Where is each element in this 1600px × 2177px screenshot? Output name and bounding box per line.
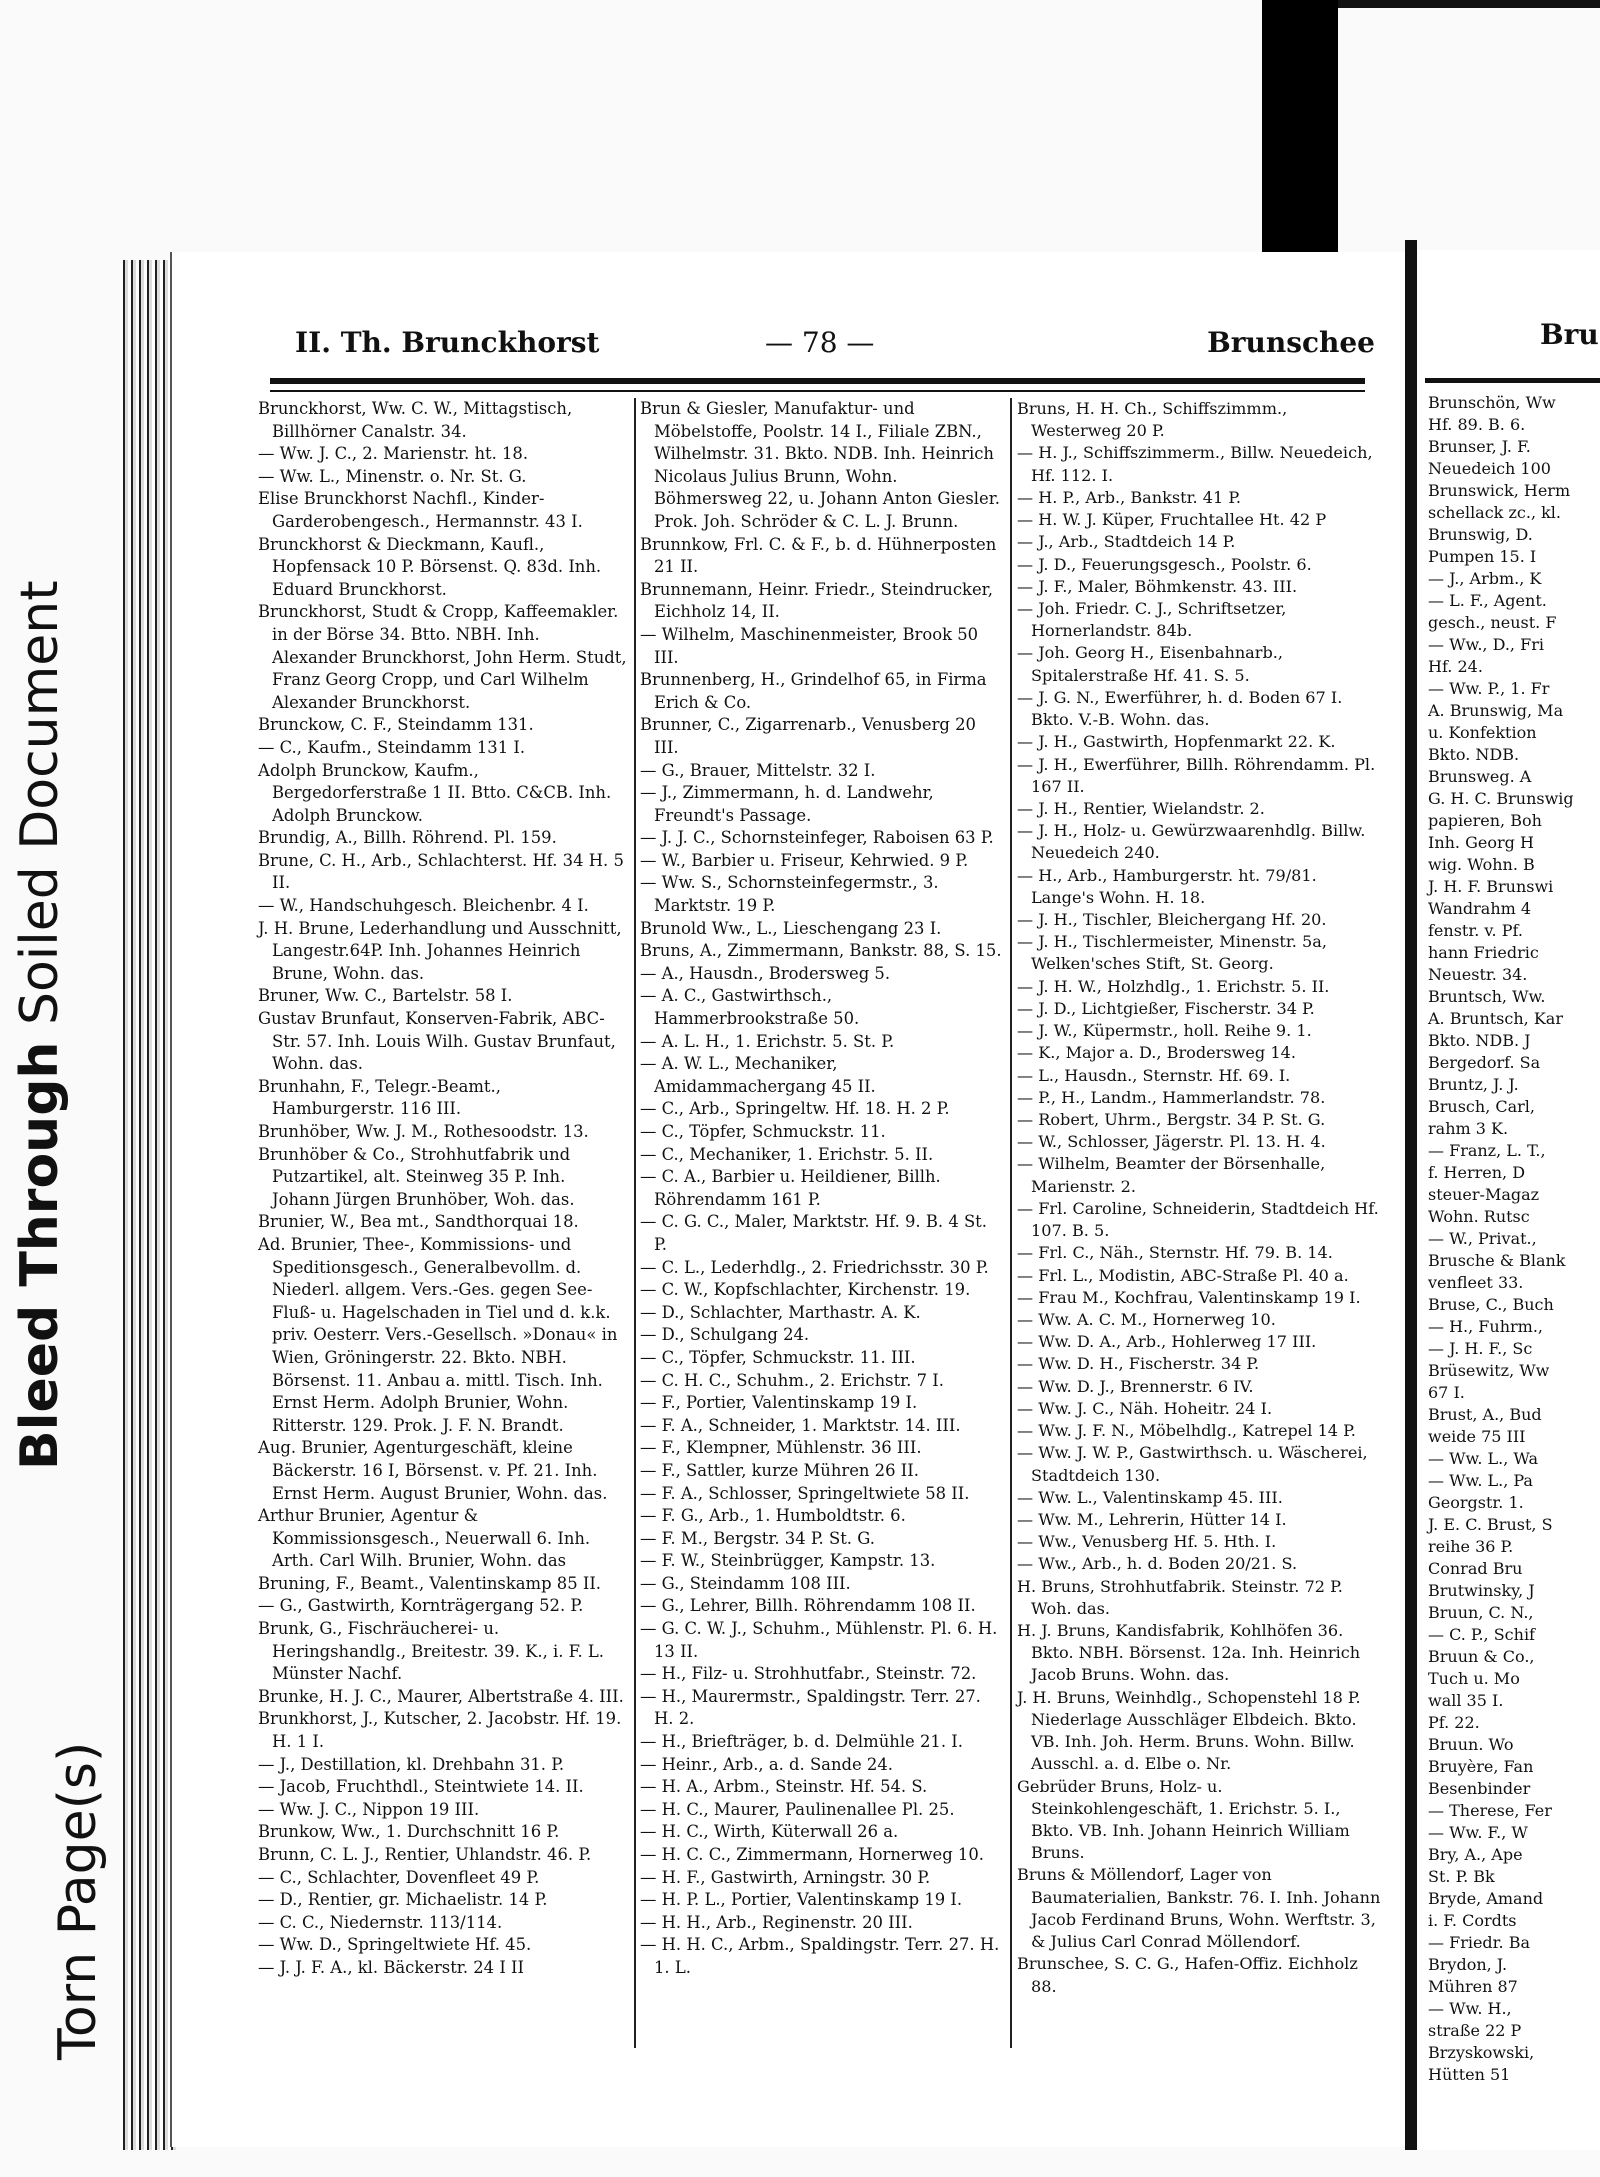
- directory-entry: — H. P. L., Portier, Valentinskamp 19 I.: [640, 1890, 963, 1910]
- facing-entry-fragment: Bry, A., Ape: [1428, 1845, 1523, 1864]
- directory-entry: — H. H., Arb., Reginenstr. 20 III.: [640, 1912, 913, 1932]
- facing-entry-fragment: Bruntsch, Ww.: [1428, 987, 1546, 1006]
- directory-entry: Bruns, H. H. Ch., Schiffszimmm., Westerweg 20 P.: [1017, 399, 1288, 441]
- directory-entry: Gebrüder Bruns, Holz- u. Steinkohlengeschäft, 1. Erichstr. 5. I., Bkto. VB. Inh. Johann Heinrich William Bruns.: [1017, 1776, 1350, 1863]
- directory-entry: Bruning, F., Beamt., Valentinskamp 85 II.: [258, 1573, 602, 1593]
- book-gutter: [1405, 240, 1417, 2150]
- facing-entry-fragment: Bruun. Wo: [1428, 1735, 1514, 1754]
- directory-entry: — G., Steindamm 108 III.: [640, 1573, 851, 1593]
- directory-entry: Brunn, C. L. J., Rentier, Uhlandstr. 46. P.: [258, 1845, 592, 1864]
- facing-entry-fragment: Pf. 22.: [1428, 1713, 1480, 1732]
- facing-page-column: [1428, 392, 1600, 2086]
- facing-entry-fragment: Brusch, Carl,: [1428, 1097, 1535, 1116]
- directory-entry: — W., Barbier u. Friseur, Kehrwied. 9 P.: [640, 850, 969, 870]
- directory-entry: — D., Rentier, gr. Michaelistr. 14 P.: [258, 1890, 548, 1910]
- directory-entry: — Ww. J. C., Näh. Hoheitr. 24 I.: [1017, 1398, 1273, 1418]
- bleed-through-warning: [10, 580, 70, 1470]
- facing-entry-fragment: — W., Privat.,: [1428, 1229, 1537, 1248]
- facing-entry-fragment: — Friedr. Ba: [1428, 1933, 1531, 1952]
- header-right: Brunschee: [1207, 326, 1375, 359]
- facing-entry-fragment: fenstr. v. Pf.: [1428, 921, 1523, 940]
- facing-entry-fragment: steuer-Magaz: [1428, 1185, 1540, 1204]
- directory-entry: — H. J., Schiffszimmerm., Billw. Neuedeich, Hf. 112. I.: [1017, 443, 1373, 485]
- warning-bleed-label: Bleed Through: [10, 1041, 70, 1470]
- directory-entry: — W., Schlosser, Jägerstr. Pl. 13. H. 4.: [1017, 1132, 1326, 1152]
- directory-entry: — H. C., Maurer, Paulinenallee Pl. 25.: [640, 1799, 955, 1819]
- facing-entry-fragment: Brutwinsky, J: [1428, 1581, 1535, 1600]
- facing-entry-fragment: A. Brunswig, Ma: [1428, 701, 1564, 720]
- facing-entry-fragment: Brusche & Blank: [1428, 1251, 1566, 1270]
- facing-entry-fragment: — Therese, Fer: [1428, 1801, 1552, 1820]
- directory-entry: — H. H. C., Arbm., Spaldingstr. Terr. 27. H. 1. L.: [640, 1935, 1000, 1977]
- directory-entry: Brunkow, Ww., 1. Durchschnitt 16 P.: [258, 1822, 560, 1842]
- directory-entry: — Ww. A. C. M., Hornerweg 10.: [1017, 1309, 1276, 1329]
- directory-entry: — Ww. S., Schornsteinfegermstr., 3. Marktstr. 19 P.: [640, 873, 939, 916]
- directory-entry: — Ww. L., Minenstr. o. Nr. St. G.: [258, 466, 527, 486]
- directory-entry: — J. D., Lichtgießer, Fischerstr. 34 P.: [1017, 998, 1315, 1018]
- directory-entry: — Frau M., Kochfrau, Valentinskamp 19 I.: [1017, 1287, 1361, 1307]
- scan-dark-bar: [1262, 0, 1338, 270]
- directory-entry: — Wilhelm, Maschinenmeister, Brook 50 III.: [640, 624, 979, 667]
- directory-entry: — C., Mechaniker, 1. Erichstr. 5. II.: [640, 1144, 934, 1164]
- facing-entry-fragment: — H., Fuhrm.,: [1428, 1317, 1543, 1336]
- facing-entry-fragment: Bruse, C., Buch: [1428, 1295, 1554, 1314]
- facing-entry-fragment: Tuch u. Mo: [1428, 1669, 1520, 1688]
- directory-entry: — Robert, Uhrm., Bergstr. 34 P. St. G.: [1017, 1110, 1326, 1129]
- directory-entry: Brundig, A., Billh. Röhrend. Pl. 159.: [258, 828, 557, 848]
- directory-entry: — Ww. J. W. P., Gastwirthsch. u. Wäscherei, Stadtdeich 130.: [1017, 1443, 1368, 1485]
- directory-entry: Adolph Brunckow, Kaufm., Bergedorferstraße 1 II. Btto. C&CB. Inh. Adolph Brunckow.: [258, 760, 612, 825]
- directory-entry: Brunhahn, F., Telegr.-Beamt., Hamburgerstr. 116 III.: [258, 1076, 501, 1119]
- facing-entry-fragment: Bruyère, Fan: [1428, 1757, 1534, 1776]
- facing-entry-fragment: wall 35 I.: [1428, 1691, 1504, 1710]
- directory-entry: — H. P., Arb., Bankstr. 41 P.: [1017, 487, 1242, 507]
- directory-entry: Brunhöber, Ww. J. M., Rothesoodstr. 13.: [258, 1122, 589, 1141]
- directory-entry: — H., Filz- u. Strohhutfabr., Steinstr. 72.: [640, 1664, 977, 1684]
- facing-entry-fragment: u. Konfektion: [1428, 723, 1537, 742]
- directory-entry: — G., Brauer, Mittelstr. 32 I.: [640, 760, 876, 780]
- directory-entry: Brunckhorst & Dieckmann, Kaufl., Hopfensack 10 P. Börsenst. Q. 83d. Inh. Eduard Brunckhorst.: [258, 534, 602, 599]
- directory-entry: — J. H., Rentier, Wielandstr. 2.: [1017, 798, 1265, 818]
- directory-entry: — W., Handschuhgesch. Bleichenbr. 4 I.: [258, 896, 589, 916]
- facing-entry-fragment: A. Bruntsch, Kar: [1428, 1009, 1563, 1028]
- facing-entry-fragment: Neuestr. 34.: [1428, 965, 1528, 984]
- facing-entry-fragment: Pumpen 15. I: [1428, 547, 1537, 566]
- directory-entry: — Ww. D. A., Arb., Hohlerweg 17 III.: [1017, 1332, 1317, 1352]
- facing-entry-fragment: — Ww. L., Wa: [1428, 1449, 1538, 1468]
- directory-entry: — J. H., Ewerführer, Billh. Röhrendamm. Pl. 167 II.: [1017, 754, 1376, 796]
- directory-entry: — J., Zimmermann, h. d. Landwehr, Freundt's Passage.: [640, 783, 934, 825]
- header-left: II. Th. Brunckhorst: [295, 326, 600, 359]
- directory-entry: Brune, C. H., Arb., Schlachterst. Hf. 34 H. 5 II.: [258, 850, 624, 893]
- facing-entry-fragment: Bergedorf. Sa: [1428, 1053, 1541, 1072]
- directory-entry: — Ww., Arb., h. d. Boden 20/21. S.: [1017, 1554, 1298, 1574]
- directory-entry: — P., H., Landm., Hammerlandstr. 78.: [1017, 1087, 1326, 1107]
- directory-entry: Bruner, Ww. C., Bartelstr. 58 I.: [258, 986, 513, 1006]
- directory-entry: — F., Portier, Valentinskamp 19 I.: [640, 1393, 918, 1413]
- facing-entry-fragment: Bruntz, J. J.: [1428, 1075, 1519, 1094]
- directory-entry: — J. J. C., Schornsteinfeger, Raboisen 63 P.: [640, 828, 994, 848]
- directory-entry: — G. C. W. J., Schuhm., Mühlenstr. Pl. 6. H. 13 II.: [640, 1619, 998, 1661]
- facing-entry-fragment: Hf. 24.: [1428, 657, 1483, 676]
- directory-entry: — A. C., Gastwirthsch., Hammerbrookstraße 50.: [640, 986, 860, 1029]
- directory-entry: J. H. Brune, Lederhandlung und Ausschnitt, Langestr.64P. Inh. Johannes Heinrich Brune, Wohn. das.: [258, 918, 622, 983]
- directory-entry: — F. A., Schneider, 1. Marktstr. 14. III.: [640, 1415, 961, 1435]
- directory-entry: — J. F., Maler, Böhmkenstr. 43. III.: [1017, 576, 1298, 596]
- directory-entry: Brunk, G., Fischräucherei- u. Heringshandlg., Breitestr. 39. K., i. F. L. Münster Nachf.: [258, 1619, 604, 1684]
- facing-entry-fragment: Brüsewitz, Ww: [1428, 1361, 1550, 1380]
- facing-page-header: Bru: [1540, 318, 1599, 351]
- directory-entry: — J., Destillation, kl. Drehbahn 31. P.: [258, 1754, 565, 1774]
- facing-entry-fragment: Neuedeich 100: [1428, 459, 1551, 478]
- facing-entry-fragment: Hütten 51: [1428, 2065, 1511, 2084]
- facing-entry-fragment: St. P. Bk: [1428, 1867, 1495, 1886]
- directory-entry: — A. W. L., Mechaniker, Amidammachergang 45 II.: [640, 1054, 876, 1096]
- facing-entry-fragment: G. H. C. Brunswig: [1428, 789, 1574, 808]
- facing-entry-fragment: Hf. 89. B. 6.: [1428, 415, 1526, 434]
- directory-entry: — H., Briefträger, b. d. Delmühle 21. I.: [640, 1732, 963, 1752]
- directory-entry: Brunke, H. J. C., Maurer, Albertstraße 4. III.: [258, 1686, 624, 1706]
- facing-entry-fragment: 67 I.: [1428, 1383, 1465, 1402]
- directory-entry: — L., Hausdn., Sternstr. Hf. 69. I.: [1017, 1065, 1291, 1085]
- facing-entry-fragment: hann Friedric: [1428, 943, 1539, 962]
- directory-entry: — J. G. N., Ewerführer, h. d. Boden 67 I. Bkto. V.-B. Wohn. das.: [1017, 687, 1343, 730]
- facing-entry-fragment: — J., Arbm., K: [1428, 569, 1542, 588]
- directory-entry: H. J. Bruns, Kandisfabrik, Kohlhöfen 36. Bkto. NBH. Börsenst. 12a. Inh. Heinrich Jacob Bruns. Wohn. das.: [1017, 1621, 1361, 1685]
- facing-entry-fragment: Bryde, Amand: [1428, 1889, 1544, 1908]
- directory-entry: Brunnkow, Frl. C. & F., b. d. Hühnerposten 21 II.: [640, 534, 997, 577]
- book-page-edges: [120, 260, 176, 2150]
- facing-entry-fragment: — Ww. H.,: [1428, 1999, 1512, 2018]
- facing-entry-fragment: schellack zc., kl.: [1428, 503, 1562, 522]
- directory-entry: — H. A., Arbm., Steinstr. Hf. 54. S.: [640, 1777, 928, 1797]
- directory-entry: J. H. Bruns, Weinhdlg., Schopenstehl 18 P. Niederlage Ausschläger Elbdeich. Bkto. VB. Inh. Joh. Herm. Bruns. Wohn. Billw. Ausschl. a. d. Elbe o. Nr.: [1017, 1687, 1361, 1774]
- directory-entry: — Ww., Venusberg Hf. 5. Hth. I.: [1017, 1532, 1277, 1552]
- directory-entry: — F., Sattler, kurze Mühren 26 II.: [640, 1460, 919, 1480]
- facing-entry-fragment: rahm 3 K.: [1428, 1119, 1509, 1138]
- facing-entry-fragment: venfleet 33.: [1428, 1273, 1524, 1292]
- directory-entry: Brunold Ww., L., Lieschengang 23 I.: [640, 918, 942, 938]
- directory-entry: — C., Arb., Springeltw. Hf. 18. H. 2 P.: [640, 1099, 950, 1119]
- directory-entry: — J. W., Küpermstr., holl. Reihe 9. 1.: [1017, 1021, 1312, 1041]
- directory-entry: — J. D., Feuerungsgesch., Poolstr. 6.: [1017, 554, 1312, 574]
- facing-entry-fragment: Wohn. Rutsc: [1428, 1207, 1530, 1226]
- facing-entry-fragment: J. H. F. Brunswi: [1428, 877, 1554, 896]
- directory-entry: — H., Maurermstr., Spaldingstr. Terr. 27. H. 2.: [640, 1686, 981, 1729]
- directory-entry: — J. H., Tischler, Bleichergang Hf. 20.: [1017, 910, 1327, 930]
- scan-dark-edge: [1338, 0, 1600, 8]
- directory-entry: Brunnenberg, H., Grindelhof 65, in Firma Erich & Co.: [640, 670, 987, 712]
- facing-entry-fragment: Bruun & Co.,: [1428, 1647, 1535, 1666]
- facing-entry-fragment: — J. H. F., Sc: [1428, 1339, 1533, 1358]
- directory-entry: Brunckhorst, Ww. C. W., Mittagstisch, Billhörner Canalstr. 34.: [258, 399, 573, 441]
- directory-entry: Aug. Brunier, Agenturgeschäft, kleine Bäckerstr. 16 I, Börsenst. v. Pf. 21. Inh. Ernst Herm. August Brunier, Wohn. das.: [258, 1438, 608, 1503]
- directory-entry: — H. W. J. Küper, Fruchtallee Ht. 42 P: [1017, 510, 1327, 530]
- facing-entry-fragment: reihe 36 P.: [1428, 1537, 1514, 1556]
- column-3: [1017, 398, 1382, 1998]
- directory-entry: — Frl. C., Näh., Sternstr. Hf. 79. B. 14.: [1017, 1243, 1333, 1263]
- facing-entry-fragment: Brunsweg. A: [1428, 767, 1532, 786]
- directory-entry: — J. J. F. A., kl. Bäckerstr. 24 I II: [258, 1957, 524, 1977]
- directory-entry: — Ww. M., Lehrerin, Hütter 14 I.: [1017, 1509, 1287, 1529]
- directory-entry: — D., Schlachter, Marthastr. A. K.: [640, 1302, 921, 1322]
- facing-entry-fragment: — Franz, L. T.,: [1428, 1141, 1546, 1160]
- directory-entry: — C. A., Barbier u. Heildiener, Billh. Röhrendamm 161 P.: [640, 1167, 941, 1209]
- directory-entry: — Joh. Georg H., Eisenbahnarb., Spitalerstraße Hf. 41. S. 5.: [1017, 643, 1284, 685]
- column-divider: [1010, 398, 1012, 2048]
- directory-entry: H. Bruns, Strohhutfabrik. Steinstr. 72 P. Woh. das.: [1017, 1576, 1343, 1618]
- directory-entry: — Ww. J. C., Nippon 19 III.: [258, 1799, 480, 1819]
- facing-entry-fragment: Brydon, J.: [1428, 1955, 1508, 1974]
- directory-entry: — Ww. J. C., 2. Marienstr. ht. 18.: [258, 444, 529, 464]
- directory-entry: — Wilhelm, Beamter der Börsenhalle, Marienstr. 2.: [1017, 1154, 1326, 1196]
- column-1: [258, 398, 628, 1980]
- directory-entry: — F. A., Schlosser, Springeltwiete 58 II.: [640, 1483, 970, 1503]
- facing-entry-fragment: Brunswick, Herm: [1428, 481, 1571, 500]
- directory-entry: — Ww. D., Springeltwiete Hf. 45.: [258, 1935, 532, 1955]
- facing-entry-fragment: Mühren 87: [1428, 1977, 1518, 1996]
- directory-entry: Ad. Brunier, Thee-, Kommissions- und Speditionsgesch., Generalbevollm. d. Niederl. allgem. Vers.-Ges. gegen See-Fluß- u. Hagelschaden in Tiel und d. k.k. priv. Oesterr. Vers.-Gesellsch. »Donau« in Wien, Gröningerstr. 22. Bkto. NBH. Börsenst. 11. Anbau a. mittl. Tisch. Inh. Ernst Herm. Adolph Brunier, Wohn. Ritterstr. 129. Prok. J. F. N. Brandt.: [258, 1234, 618, 1435]
- facing-entry-fragment: Inh. Georg H: [1428, 833, 1534, 852]
- directory-entry: — Frl. Caroline, Schneiderin, Stadtdeich Hf. 107. B. 5.: [1017, 1198, 1379, 1241]
- directory-entry: Brunner, C., Zigarrenarb., Venusberg 20 III.: [640, 715, 976, 757]
- facing-entry-fragment: — Ww. P., 1. Fr: [1428, 679, 1550, 698]
- directory-entry: — Joh. Friedr. C. J., Schriftsetzer, Hornerlandstr. 84b.: [1017, 598, 1287, 641]
- directory-entry: — F., Klempner, Mühlenstr. 36 III.: [640, 1438, 922, 1458]
- directory-entry: Brunckow, C. F., Steindamm 131.: [258, 715, 534, 735]
- facing-entry-fragment: Brzyskowski,: [1428, 2043, 1535, 2062]
- directory-entry: — K., Major a. D., Brodersweg 14.: [1017, 1043, 1296, 1063]
- directory-entry: — C. L., Lederhdlg., 2. Friedrichsstr. 30 P.: [640, 1257, 989, 1277]
- warning-soiled-label: Soiled Document: [10, 580, 70, 1042]
- directory-entry: — A., Hausdn., Brodersweg 5.: [640, 963, 891, 983]
- directory-entry: — C., Töpfer, Schmuckstr. 11.: [640, 1122, 886, 1141]
- directory-entry: — Ww. D. J., Brennerstr. 6 IV.: [1017, 1376, 1254, 1396]
- directory-entry: Elise Brunckhorst Nachfl., Kinder-Garderobengesch., Hermannstr. 43 I.: [258, 489, 583, 531]
- column-2: [640, 398, 1002, 1980]
- directory-entry: — F. W., Steinbrügger, Kampstr. 13.: [640, 1551, 936, 1571]
- facing-entry-fragment: — Ww., D., Fri: [1428, 635, 1544, 654]
- facing-entry-fragment: — L. F., Agent.: [1428, 591, 1547, 610]
- directory-entry: — H. C., Wirth, Küterwall 26 a.: [640, 1822, 899, 1842]
- facing-entry-fragment: Bkto. NDB. J: [1428, 1031, 1531, 1050]
- facing-entry-fragment: straße 22 P: [1428, 2021, 1522, 2040]
- facing-entry-fragment: Brunswig, D.: [1428, 525, 1533, 544]
- facing-entry-fragment: Brust, A., Bud: [1428, 1405, 1542, 1424]
- facing-entry-fragment: Wandrahm 4: [1428, 899, 1532, 918]
- header-rule: [270, 378, 1365, 384]
- facing-entry-fragment: Conrad Bru: [1428, 1559, 1523, 1578]
- facing-page-rule: [1425, 378, 1600, 383]
- facing-entry-fragment: — C. P., Schif: [1428, 1625, 1535, 1644]
- facing-entry-fragment: — Ww. F., W: [1428, 1823, 1528, 1842]
- directory-entry: — C. H. C., Schuhm., 2. Erichstr. 7 I.: [640, 1370, 944, 1390]
- facing-entry-fragment: i. F. Cordts: [1428, 1911, 1517, 1930]
- directory-entry: — J. H., Tischlermeister, Minenstr. 5a, Welken'sches Stift, St. Georg.: [1017, 932, 1327, 974]
- directory-entry: Brun & Giesler, Manufaktur- und Möbelstoffe, Poolstr. 14 I., Filiale ZBN., Wilhelmstr. 31. Bkto. NDB. Inh. Heinrich Nicolaus Julius Brunn, Wohn. Böhmersweg 22, u. Johann Anton Giesler. Prok. Joh. Schröder & C. L. J. Brunn.: [640, 399, 1000, 531]
- directory-entry: — J. H., Gastwirth, Hopfenmarkt 22. K.: [1017, 732, 1336, 752]
- directory-entry: — J. H. W., Holzhdlg., 1. Erichstr. 5. II.: [1017, 976, 1330, 996]
- directory-entry: Brunhöber & Co., Strohhutfabrik und Putzartikel, alt. Steinweg 35 P. Inh. Johann Jürgen Brunhöber, Woh. das.: [258, 1144, 575, 1209]
- directory-entry: Bruns & Möllendorf, Lager von Baumaterialien, Bankstr. 76. I. Inh. Johann Jacob Ferdinand Bruns, Wohn. Werftstr. 3, & Julius Carl Conrad Möllendorf.: [1017, 1865, 1381, 1952]
- directory-entry: — Jacob, Fruchthdl., Steintwiete 14. II.: [258, 1777, 584, 1797]
- directory-entry: — C., Schlachter, Dovenfleet 49 P.: [258, 1867, 540, 1887]
- header-rule-thin: [270, 390, 1365, 392]
- directory-entry: Brunnemann, Heinr. Friedr., Steindrucker, Eichholz 14, II.: [640, 579, 993, 622]
- facing-entry-fragment: f. Herren, D: [1428, 1163, 1526, 1182]
- directory-entry: — C. W., Kopfschlachter, Kirchenstr. 19.: [640, 1280, 971, 1300]
- directory-entry: Brunschee, S. C. G., Hafen-Offiz. Eichholz 88.: [1017, 1954, 1358, 1996]
- directory-entry: — C., Töpfer, Schmuckstr. 11. III.: [640, 1347, 916, 1367]
- directory-entry: Bruns, A., Zimmermann, Bankstr. 88, S. 15.: [640, 941, 1002, 961]
- facing-entry-fragment: — Ww. L., Pa: [1428, 1471, 1533, 1490]
- facing-entry-fragment: wig. Wohn. B: [1428, 855, 1535, 874]
- directory-entry: — C., Kaufm., Steindamm 131 I.: [258, 737, 526, 757]
- facing-entry-fragment: papieren, Boh: [1428, 811, 1542, 830]
- facing-entry-fragment: Brunser, J. F.: [1428, 437, 1531, 456]
- directory-entry: — Ww. J. F. N., Möbelhdlg., Katrepel 14 P.: [1017, 1421, 1356, 1441]
- directory-entry: — F. M., Bergstr. 34 P. St. G.: [640, 1528, 875, 1548]
- directory-entry: — H., Arb., Hamburgerstr. ht. 79/81. Lange's Wohn. H. 18.: [1017, 865, 1317, 907]
- directory-entry: — Ww. L., Valentinskamp 45. III.: [1017, 1487, 1283, 1507]
- directory-entry: — A. L. H., 1. Erichstr. 5. St. P.: [640, 1031, 895, 1051]
- facing-entry-fragment: J. E. C. Brust, S: [1428, 1515, 1553, 1534]
- directory-entry: — J. H., Holz- u. Gewürzwaarenhdlg. Billw. Neuedeich 240.: [1017, 821, 1366, 863]
- facing-entry-fragment: Georgstr. 1.: [1428, 1493, 1524, 1512]
- directory-entry: — Heinr., Arb., a. d. Sande 24.: [640, 1754, 893, 1774]
- page-number: — 78 —: [765, 326, 875, 359]
- directory-entry: — D., Schulgang 24.: [640, 1325, 810, 1345]
- facing-entry-fragment: Bkto. NDB.: [1428, 745, 1520, 764]
- facing-entry-fragment: Brunschön, Ww: [1428, 393, 1556, 412]
- directory-entry: — J., Arb., Stadtdeich 14 P.: [1017, 532, 1236, 552]
- page-header: [295, 320, 1375, 370]
- directory-entry: Brunckhorst, Studt & Cropp, Kaffeemakler. in der Börse 34. Btto. NBH. Inh. Alexander Brunckhorst, John Herm. Studt, Franz Georg Cropp, und Carl Wilhelm Alexander Brunckhorst.: [258, 602, 627, 712]
- directory-entry: Arthur Brunier, Agentur & Kommissionsgesch., Neuerwall 6. Inh. Arth. Carl Wilh. Brunier, Wohn. das: [258, 1506, 591, 1571]
- directory-entry: Brunier, W., Bea mt., Sandthorquai 18.: [258, 1212, 579, 1232]
- torn-pages-warning: Torn Page(s): [48, 1741, 108, 2060]
- directory-entry: — Ww. D. H., Fischerstr. 34 P.: [1017, 1354, 1260, 1374]
- directory-entry: — H. F., Gastwirth, Arningstr. 30 P.: [640, 1867, 931, 1887]
- directory-entry: — G., Lehrer, Billh. Röhrendamm 108 II.: [640, 1596, 976, 1616]
- directory-entry: Gustav Brunfaut, Konserven-Fabrik, ABC-Str. 57. Inh. Louis Wilh. Gustav Brunfaut, Wohn. das.: [258, 1009, 616, 1074]
- directory-entry: — C. G. C., Maler, Marktstr. Hf. 9. B. 4 St. P.: [640, 1212, 987, 1254]
- facing-entry-fragment: weide 75 III: [1428, 1427, 1526, 1446]
- facing-entry-fragment: Bruun, C. N.,: [1428, 1603, 1534, 1622]
- directory-entry: — G., Gastwirth, Kornträgergang 52. P.: [258, 1596, 584, 1616]
- directory-entry: — C. C., Niedernstr. 113/114.: [258, 1912, 503, 1932]
- facing-entry-fragment: Besenbinder: [1428, 1779, 1531, 1798]
- directory-entry: — F. G., Arb., 1. Humboldtstr. 6.: [640, 1506, 906, 1526]
- directory-entry: — H. C. C., Zimmermann, Hornerweg 10.: [640, 1845, 984, 1864]
- column-divider: [634, 398, 636, 2048]
- facing-entry-fragment: gesch., neust. F: [1428, 613, 1557, 632]
- directory-entry: Brunkhorst, J., Kutscher, 2. Jacobstr. Hf. 19. H. 1 I.: [258, 1709, 622, 1752]
- directory-entry: — Frl. L., Modistin, ABC-Straße Pl. 40 a.: [1017, 1265, 1349, 1285]
